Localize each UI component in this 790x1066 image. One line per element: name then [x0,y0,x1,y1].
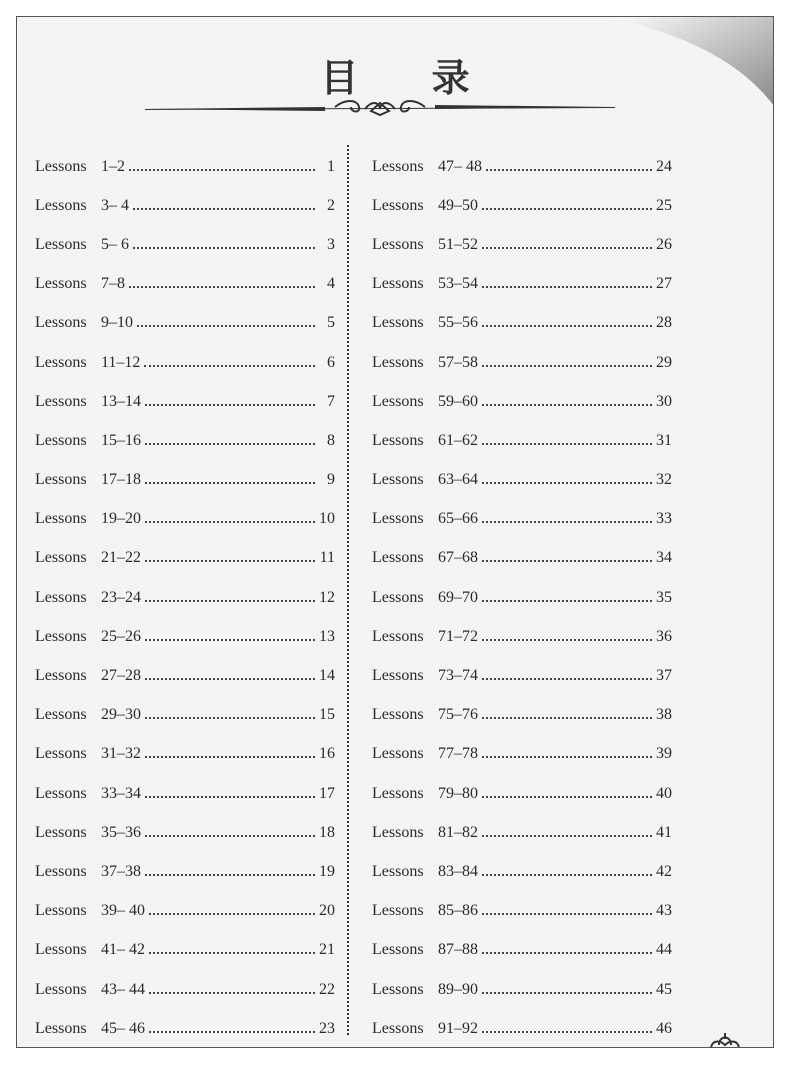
toc-entry-label [35,667,141,685]
toc-entry-label [35,471,141,489]
dot-leader [482,835,652,837]
toc-entry-range: 25–26 [101,627,141,645]
toc-entry-page-number: 32 [656,471,672,489]
toc-entry-page-number: 20 [319,902,335,920]
toc-entry-label [372,824,478,842]
toc-entry-word: Lessons [372,314,424,332]
toc-entry-range: 9–10 [101,314,133,332]
dot-leader [486,169,652,171]
toc-entry[interactable] [35,774,335,813]
toc-entry-page-number: 23 [319,1019,335,1037]
toc-entry-label [35,197,129,215]
toc-entry-word: Lessons [35,1019,87,1037]
toc-entry-label [372,197,478,215]
toc-entry-page-number: 26 [656,235,672,253]
toc-entry-range: 39– 40 [101,902,145,920]
toc-entry-label [372,236,478,254]
toc-entry-label [372,275,478,293]
toc-entry-page-number: 10 [319,510,335,528]
toc-entry[interactable] [35,696,335,735]
toc-entry[interactable] [372,500,672,539]
column-divider [347,145,349,1035]
toc-entry-word: Lessons [35,510,87,528]
toc-entry-label [35,393,141,411]
toc-entry-word: Lessons [372,549,424,567]
dot-leader [145,639,315,641]
toc-entry-range: 73–74 [438,667,478,685]
toc-entry-page-number: 28 [656,314,672,332]
toc-entry-page-number: 36 [656,627,672,645]
dot-leader [482,521,652,523]
toc-entry-range: 43– 44 [101,980,145,998]
toc-entry-word: Lessons [372,196,424,214]
toc-entry-page-number: 25 [656,196,672,214]
corner-ornament-icon [707,1029,743,1048]
toc-entry-range: 85–86 [438,902,478,920]
toc-entry-label [372,432,478,450]
toc-entry-label [35,589,141,607]
toc-entry-word: Lessons [372,627,424,645]
toc-entry-range: 35–36 [101,823,141,841]
dot-leader [482,325,652,327]
toc-entry-label [35,354,140,372]
toc-entry-label [35,158,125,176]
toc-entry-label [372,785,478,803]
toc-entry-word: Lessons [35,823,87,841]
toc-entry[interactable] [372,1009,672,1048]
toc-entry-label [372,902,478,920]
dot-leader [482,913,652,915]
toc-entry-range: 69–70 [438,588,478,606]
toc-entry-range: 45– 46 [101,1019,145,1037]
toc-entry[interactable] [35,500,335,539]
toc-entry-word: Lessons [372,275,424,293]
toc-entry-word: Lessons [35,471,87,489]
toc-entry-page-number: 19 [319,862,335,880]
toc-entry-range: 13–14 [101,392,141,410]
toc-entry-label [35,824,141,842]
toc-entry-label [372,158,482,176]
toc-entry[interactable] [372,578,672,617]
toc-entry-label [372,706,478,724]
dot-leader [482,952,652,954]
toc-entry-word: Lessons [35,275,87,293]
toc-entry[interactable] [35,892,335,931]
dot-leader [482,600,652,602]
toc-entry-label [35,902,145,920]
toc-entry-page-number: 37 [656,667,672,685]
toc-entry-word: Lessons [35,588,87,606]
toc-entry[interactable] [35,735,335,774]
toc-entry-word: Lessons [372,862,424,880]
toc-entry-page-number: 31 [656,431,672,449]
toc-entry-page-number: 17 [319,784,335,802]
toc-entry-page-number: 24 [656,157,672,175]
dot-leader [482,482,652,484]
toc-entry-word: Lessons [372,431,424,449]
toc-entry-label [35,745,141,763]
dot-leader [145,443,315,445]
toc-entry-word: Lessons [372,157,424,175]
toc-entry-label [35,1020,145,1038]
toc-page [16,16,774,1048]
toc-entry[interactable] [372,382,672,421]
dot-leader [482,874,652,876]
toc-entry[interactable] [35,539,335,578]
toc-entry-range: 53–54 [438,275,478,293]
toc-entry-page-number: 27 [656,275,672,293]
toc-entry-word: Lessons [35,706,87,724]
toc-entry[interactable] [372,852,672,891]
toc-entry[interactable] [372,265,672,304]
dot-leader [482,247,652,249]
dot-leader [482,286,652,288]
toc-entry[interactable] [35,852,335,891]
toc-entry[interactable] [372,343,672,382]
toc-entry-word: Lessons [35,745,87,763]
toc-entry-range: 3– 4 [101,196,129,214]
toc-entry-word: Lessons [372,471,424,489]
toc-entry[interactable] [35,382,335,421]
toc-entry-word: Lessons [35,235,87,253]
toc-entry-word: Lessons [372,823,424,841]
dot-leader [145,717,315,719]
page-title: 目 录 [320,56,500,100]
toc-entry-page-number: 41 [656,823,672,841]
toc-entry-page-number: 38 [656,706,672,724]
toc-entry-range: 51–52 [438,235,478,253]
toc-entry-page-number: 2 [327,196,335,214]
toc-entry-word: Lessons [35,862,87,880]
toc-entry[interactable] [35,421,335,460]
toc-entry-page-number: 34 [656,549,672,567]
toc-entry-page-number: 46 [656,1019,672,1037]
toc-entry-word: Lessons [372,588,424,606]
toc-entry-label [372,510,478,528]
toc-entry-page-number: 16 [319,745,335,763]
toc-entry-range: 89–90 [438,980,478,998]
toc-entry-label [35,314,133,332]
toc-entry-page-number: 14 [319,667,335,685]
toc-entry-page-number: 44 [656,941,672,959]
toc-entry-range: 59–60 [438,392,478,410]
toc-entry-range: 47– 48 [438,157,482,175]
toc-entry-label [35,981,145,999]
toc-entry-range: 67–68 [438,549,478,567]
toc-entry-page-number: 33 [656,510,672,528]
toc-entry-range: 21–22 [101,549,141,567]
toc-entry-label [372,589,478,607]
toc-entry-range: 1–2 [101,157,125,175]
toc-entry-page-number: 21 [319,941,335,959]
dot-leader [482,1031,652,1033]
toc-entry[interactable] [372,147,672,186]
toc-entry[interactable] [372,186,672,225]
dot-leader [482,796,652,798]
toc-entry-range: 65–66 [438,510,478,528]
toc-entry[interactable] [372,539,672,578]
toc-entry-label [372,628,478,646]
dot-leader [145,482,315,484]
toc-entry-range: 41– 42 [101,941,145,959]
toc-entry[interactable] [35,1009,335,1048]
toc-entry[interactable] [35,578,335,617]
dot-leader [482,992,652,994]
toc-entry-label [372,863,478,881]
toc-entry-page-number: 11 [319,549,335,567]
toc-entry-word: Lessons [372,745,424,763]
dot-leader [145,678,315,680]
toc-entry-label [35,785,141,803]
toc-entry-page-number: 5 [327,314,335,332]
dot-leader [133,208,315,210]
toc-entry-page-number: 8 [327,431,335,449]
toc-entry-range: 27–28 [101,667,141,685]
toc-entry-label [35,510,141,528]
toc-entry[interactable] [372,421,672,460]
toc-entry[interactable] [372,225,672,264]
toc-entry-range: 19–20 [101,510,141,528]
toc-entry-word: Lessons [35,667,87,685]
toc-entry-range: 61–62 [438,431,478,449]
toc-entry-word: Lessons [372,902,424,920]
dot-leader [482,717,652,719]
toc-entry[interactable] [35,343,335,382]
toc-entry[interactable] [35,617,335,656]
toc-entry[interactable] [35,656,335,695]
toc-entry-label [372,667,478,685]
dot-leader [145,600,315,602]
toc-entry-page-number: 45 [656,980,672,998]
toc-entry-label [372,354,478,372]
toc-entry[interactable] [372,304,672,343]
toc-entry-label [35,236,129,254]
toc-entry-page-number: 9 [327,471,335,489]
toc-entry[interactable] [372,774,672,813]
toc-entry-page-number: 42 [656,862,672,880]
toc-entry[interactable] [35,461,335,500]
toc-entry-label [35,275,125,293]
toc-entry-range: 29–30 [101,706,141,724]
toc-entry-word: Lessons [35,549,87,567]
toc-entry-range: 7–8 [101,275,125,293]
dot-leader [144,365,315,367]
toc-entry-word: Lessons [35,314,87,332]
dot-leader [482,639,652,641]
toc-entry-page-number: 12 [319,588,335,606]
dot-leader [145,835,315,837]
dot-leader [149,952,315,954]
toc-entry-page-number: 18 [319,823,335,841]
toc-entry[interactable] [35,147,335,186]
toc-entry-page-number: 15 [319,706,335,724]
toc-entry-range: 87–88 [438,941,478,959]
dot-leader [133,247,315,249]
toc-entry-range: 77–78 [438,745,478,763]
toc-entry-range: 79–80 [438,784,478,802]
toc-entry-word: Lessons [372,784,424,802]
toc-entry-range: 83–84 [438,862,478,880]
toc-entry-page-number: 35 [656,588,672,606]
toc-entry-label [35,706,141,724]
toc-entry-range: 11–12 [101,353,141,371]
dot-leader [149,1031,315,1033]
toc-entry-word: Lessons [35,980,87,998]
toc-entry-word: Lessons [372,353,424,371]
toc-entry-page-number: 6 [327,353,335,371]
toc-entry[interactable] [372,461,672,500]
toc-entry-label [372,745,478,763]
toc-entry-page-number: 40 [656,784,672,802]
dot-leader [137,325,315,327]
toc-entry-label [372,393,478,411]
toc-entry-label [35,941,145,959]
toc-entry-page-number: 3 [327,235,335,253]
toc-column-left [35,147,335,1048]
toc-entry-range: 91–92 [438,1019,478,1037]
toc-entry-range: 57–58 [438,353,478,371]
toc-entry-range: 81–82 [438,823,478,841]
toc-entry[interactable] [35,304,335,343]
toc-entry-range: 33–34 [101,784,141,802]
toc-entry-word: Lessons [372,1019,424,1037]
toc-column-right [372,147,672,1048]
dot-leader [145,404,315,406]
toc-entry-word: Lessons [372,941,424,959]
toc-entry[interactable] [372,813,672,852]
toc-entry-page-number: 1 [327,157,335,175]
toc-entry-label [35,628,141,646]
toc-entry[interactable] [35,970,335,1009]
dot-leader [482,443,652,445]
toc-entry[interactable] [372,970,672,1009]
toc-entry-word: Lessons [35,157,87,175]
toc-entry-word: Lessons [35,196,87,214]
dot-leader [482,365,652,367]
toc-entry-word: Lessons [35,431,87,449]
toc-entry-range: 5– 6 [101,235,129,253]
dot-leader [482,208,652,210]
toc-entry[interactable] [372,696,672,735]
toc-entry-word: Lessons [35,353,87,371]
toc-entry[interactable] [35,225,335,264]
toc-entry[interactable] [35,186,335,225]
toc-entry-word: Lessons [372,235,424,253]
toc-entry[interactable] [372,617,672,656]
toc-entry-label [372,549,478,567]
toc-entry-label [372,981,478,999]
toc-entry[interactable] [35,265,335,304]
dot-leader [149,913,315,915]
toc-entry-range: 75–76 [438,706,478,724]
toc-entry-word: Lessons [372,510,424,528]
toc-entry-word: Lessons [35,941,87,959]
toc-entry-page-number: 39 [656,745,672,763]
toc-entry-range: 63–64 [438,471,478,489]
toc-entry-label [35,863,141,881]
toc-entry-label [35,432,141,450]
dot-leader [145,560,315,562]
toc-entry-page-number: 43 [656,902,672,920]
dot-leader [129,169,315,171]
toc-entry-range: 37–38 [101,862,141,880]
toc-entry-range: 55–56 [438,314,478,332]
toc-entry-page-number: 4 [327,275,335,293]
toc-entry-word: Lessons [372,667,424,685]
toc-entry-page-number: 29 [656,353,672,371]
dot-leader [145,756,315,758]
dot-leader [482,560,652,562]
toc-entry-word: Lessons [35,902,87,920]
dot-leader [129,286,315,288]
toc-entry-range: 71–72 [438,627,478,645]
toc-entry-label [372,314,478,332]
dot-leader [482,756,652,758]
toc-entry-label [372,1020,478,1038]
toc-entry-word: Lessons [35,392,87,410]
dot-leader [145,521,315,523]
toc-entry-label [372,471,478,489]
toc-entry-page-number: 13 [319,627,335,645]
toc-entry-range: 17–18 [101,471,141,489]
toc-entry-range: 23–24 [101,588,141,606]
toc-entry[interactable] [35,813,335,852]
dot-leader [482,404,652,406]
toc-entry-label [35,549,141,567]
toc-entry-page-number: 22 [319,980,335,998]
toc-entry-page-number: 30 [656,392,672,410]
dot-leader [145,874,315,876]
toc-entry-range: 31–32 [101,745,141,763]
toc-entry-word: Lessons [35,627,87,645]
toc-entry-range: 15–16 [101,431,141,449]
toc-entry-range: 49–50 [438,196,478,214]
dot-leader [482,678,652,680]
toc-entry[interactable] [372,656,672,695]
dot-leader [145,796,315,798]
toc-entry-label [372,941,478,959]
toc-entry-word: Lessons [372,392,424,410]
toc-entry-page-number: 7 [327,392,335,410]
toc-entry[interactable] [372,892,672,931]
toc-entry-word: Lessons [372,706,424,724]
toc-entry[interactable] [372,931,672,970]
toc-entry[interactable] [372,735,672,774]
toc-entry-word: Lessons [35,784,87,802]
dot-leader [149,992,315,994]
toc-entry-word: Lessons [372,980,424,998]
toc-entry[interactable] [35,931,335,970]
title-ornament-rule [145,97,615,117]
